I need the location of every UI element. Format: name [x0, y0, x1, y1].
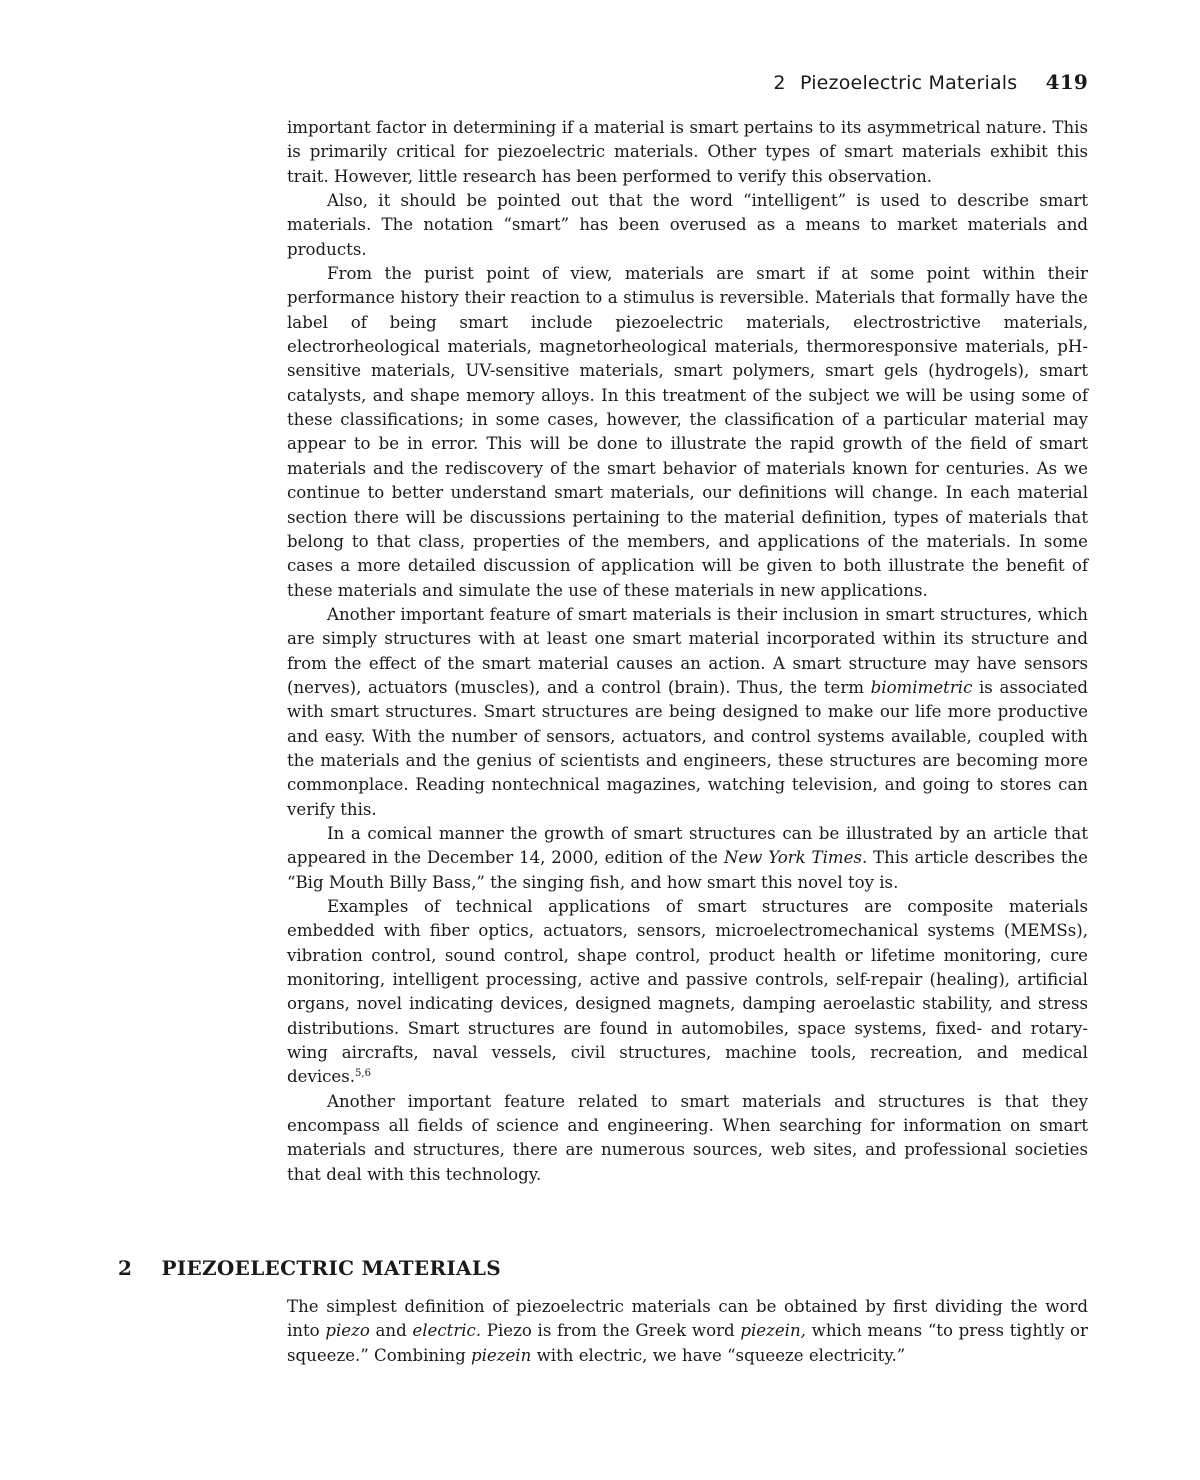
paragraph-4 [287, 603, 1088, 822]
paragraph-2: Also, it should be pointed out that the word “intelligent” is used to describe smart materials. The notation “smart” has been overused as a means to market materials and products. [287, 191, 1088, 259]
body-text [287, 116, 1088, 1187]
running-head [773, 70, 1088, 94]
running-head-title: Piezoelectric Materials [799, 72, 1018, 94]
section-title: PIEZOELECTRIC MATERIALS [161, 1256, 501, 1280]
paragraph-5 [287, 822, 1088, 895]
term-piezein: piezein, [740, 1321, 806, 1341]
citation-superscript: 5,6 [355, 1068, 371, 1080]
paragraph-1: important factor in determining if a material is smart pertains to its asymmetrical nature. This is primarily critical for piezoelectric materials. Other types of smart materials exhibit this trait. However, little research has been performed to verify this observation. [287, 118, 1088, 186]
section-number: 2 [118, 1256, 133, 1280]
paragraph-5-part-b: This article describes the “Big Mouth Billy Bass,” the singing fish, and how smart this novel toy is. [287, 848, 1088, 892]
paragraph-5-part-a: In a comical manner the growth of smart structures can be illustrated by an article that appeared in the December 14, 2000, edition of the [287, 823, 1088, 868]
term-piezein-2: piezein [471, 1345, 532, 1365]
term-piezo: piezo [325, 1321, 370, 1341]
paragraph-7: Another important feature related to smart materials and structures is that they encompass all fields of science and engineering. When searching for information on smart materials and structures, there are numerous sources, web sites, and professional societies that deal with this technology. [287, 1091, 1088, 1184]
section-p1-part-e: with electric, we have “squeeze electricity.” [531, 1345, 906, 1365]
term-electric: electric. [412, 1321, 482, 1341]
section-p1-part-a: The simplest definition of piezoelectric materials can be obtained by first dividing the word into [287, 1297, 1088, 1341]
section-body-text [287, 1295, 1088, 1368]
publication-title: New York Times. [723, 848, 868, 868]
running-head-chapter: 2 [773, 72, 786, 94]
paragraph-4-part-b: is associated with smart structures. Smart structures are being designed to make our life more productive and easy. With the number of sensors, actuators, and control systems available, coupled with the materials and the genius of scientists and engineers, these structures are becoming more commonplace. Reading nontechnical magazines, watching television, and going to stores can verify this. [287, 677, 1088, 819]
page-number: 419 [1045, 70, 1088, 94]
section-paragraph-1 [287, 1295, 1088, 1368]
term-biomimetric: biomimetric [870, 677, 973, 697]
section-heading [118, 1256, 501, 1280]
paragraph-6-text: Examples of technical applications of smart structures are composite materials embedded with fiber optics, actuators, sensors, microelectromechanical systems (MEMSs), vibration control, sound control, shape control, product health or lifetime monitoring, cure monitoring, intelligent processing, active and passive controls, self-repair (healing), artificial organs, novel indicating devices, designed magnets, damping aeroelastic stability, and stress distributions. Smart structures are found in automobiles, space systems, fixed- and rotary-wing aircrafts, naval vessels, civil structures, machine tools, recreation, and medical devices. [287, 897, 1088, 1087]
paragraph-4-part-a: Another important feature of smart materials is their inclusion in smart structures, which are simply structures with at least one smart material incorporated within its structure and from the effect of the smart material causes an action. A smart structure may have sensors (nerves), actuators (muscles), and a control (brain). Thus, the term [287, 604, 1088, 697]
paragraph-6 [287, 895, 1088, 1090]
section-p1-part-c: Piezo is from the Greek word [481, 1321, 741, 1341]
section-p1-part-b: and [369, 1321, 413, 1341]
section-p1-part-d: which means “to press tightly or squeeze.” Combining [287, 1321, 1088, 1365]
paragraph-3: From the purist point of view, materials are smart if at some point within their performance history their reaction to a stimulus is reversible. Materials that formally have the label of being smart include piezoelectric materials, electrostrictive materials, electrorheological materials, magnetorheological materials, thermoresponsive materials, pH-sensitive materials, UV-sensitive materials, smart polymers, smart gels (hydrogels), smart catalysts, and shape memory alloys. In this treatment of the subject we will be using some of these classifications; in some cases, however, the classification of a particular material may appear to be in error. This will be done to illustrate the rapid growth of the field of smart materials and the rediscovery of the smart behavior of materials known for centuries. As we continue to better understand smart materials, our definitions will change. In each material section there will be discussions pertaining to the material definition, types of materials that belong to that class, properties of the members, and applications of the materials. In some cases a more detailed discussion of application will be given to both illustrate the benefit of these materials and simulate the use of these materials in new applications. [287, 264, 1088, 600]
